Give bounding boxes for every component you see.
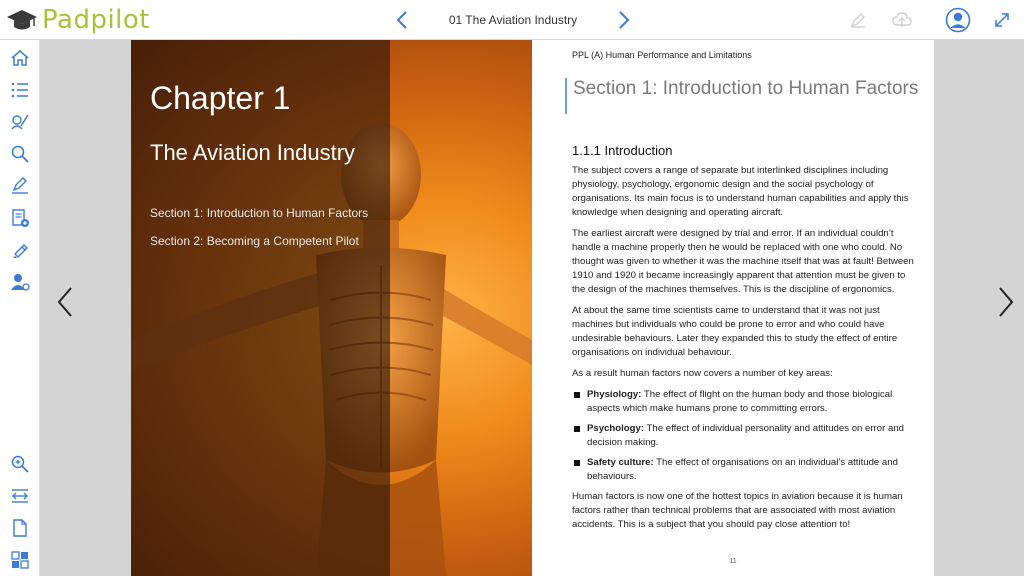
top-bar bbox=[0, 0, 1024, 40]
chevron-left-icon bbox=[396, 11, 408, 29]
running-head: PPL (A) Human Performance and Limitations bbox=[572, 50, 752, 60]
key-areas-list bbox=[572, 388, 918, 484]
zoom-in-icon[interactable] bbox=[8, 452, 32, 476]
chapter-title[interactable]: 01 The Aviation Industry bbox=[448, 13, 578, 27]
search-icon[interactable] bbox=[8, 142, 32, 166]
list-item-term: Psychology: bbox=[587, 423, 645, 434]
chapter-navigation bbox=[390, 6, 636, 34]
section-heading: Section 1: Introduction to Human Factors bbox=[565, 78, 918, 114]
list-item-text: The effect of organisations on an individual’s attitude and behaviours. bbox=[587, 457, 898, 482]
paragraph: At about the same time scientists came to understand that it was not just machines but individuals who could be prone to error and who could have undesirable behaviours. Later they expanded this to study the effect of entire organisations on individual behaviour. bbox=[572, 305, 898, 358]
highlighter-icon[interactable] bbox=[8, 238, 32, 262]
chevron-right-icon bbox=[618, 11, 630, 29]
list-item bbox=[572, 456, 918, 484]
previous-page-button[interactable] bbox=[50, 285, 80, 319]
cover-shade-overlay bbox=[131, 40, 390, 576]
list-item-text: The effect of flight on the human body and those biological aspects which make humans prone to committing errors. bbox=[587, 389, 893, 414]
contents-list-icon[interactable] bbox=[8, 78, 32, 102]
list-item-text: The effect of individual personality and attitudes on error and decision making. bbox=[587, 423, 904, 448]
paragraph: Human factors is now one of the hottest topics in aviation because it is human factors rather than technical problems that are associated with most aviation accidents. This is a subject that you should pay close attention to! bbox=[572, 491, 903, 530]
add-document-icon[interactable] bbox=[8, 206, 32, 230]
expand-icon[interactable] bbox=[986, 4, 1018, 36]
list-item-term: Safety culture: bbox=[587, 457, 654, 468]
sidebar bbox=[0, 40, 40, 576]
chapter-cover-page bbox=[131, 40, 532, 576]
next-chapter-button[interactable] bbox=[612, 6, 636, 34]
paragraph: As a result human factors now covers a number of key areas: bbox=[572, 368, 833, 379]
user-settings-icon[interactable] bbox=[8, 270, 32, 294]
logo-mortarboard-icon bbox=[6, 7, 38, 33]
list-item bbox=[572, 422, 918, 450]
book-viewer bbox=[41, 40, 1024, 576]
list-item bbox=[572, 388, 918, 416]
chevron-left-icon bbox=[57, 287, 73, 317]
list-item-term: Physiology: bbox=[587, 389, 642, 400]
upload-icon[interactable] bbox=[886, 4, 918, 36]
paragraph: The subject covers a range of separate but interlinked disciplines including physiology, psychology, ergonomic design and the social psychology of organisations. Its main focus is to understand human capabilities and apply this knowledge when designing and operating aircraft. bbox=[572, 165, 909, 218]
previous-chapter-button[interactable] bbox=[390, 6, 414, 34]
top-right-tools bbox=[830, 0, 1024, 40]
single-page-icon[interactable] bbox=[8, 516, 32, 540]
fit-width-icon[interactable] bbox=[8, 484, 32, 508]
app-logo[interactable] bbox=[6, 3, 150, 37]
chapter-title-cover: The Aviation Industry bbox=[150, 140, 356, 165]
annotate-icon[interactable] bbox=[8, 174, 32, 198]
chevron-right-icon bbox=[998, 287, 1014, 317]
pen-icon[interactable] bbox=[842, 4, 874, 36]
content-page bbox=[532, 40, 934, 576]
subsection-heading: 1.1.1 Introduction bbox=[572, 143, 673, 158]
notes-icon[interactable] bbox=[8, 110, 32, 134]
app-name: Padpilot bbox=[42, 5, 150, 35]
chapter-number: Chapter 1 bbox=[150, 80, 291, 116]
next-page-button[interactable] bbox=[991, 285, 1021, 319]
cover-section-link[interactable]: Section 1: Introduction to Human Factors bbox=[150, 206, 369, 220]
home-icon[interactable] bbox=[8, 46, 32, 70]
grid-view-icon[interactable] bbox=[8, 548, 32, 572]
paragraph: The earliest aircraft were designed by trial and error. If an individual couldn’t handle a machine properly then he would be replaced with one who could. No thought was given to whether it was the machine itself that was at fault! Between 1910 and 1920 it became increasingly apparent that attention must be given to the design of the machines themselves. This is the discipline of ergonomics. bbox=[572, 228, 914, 295]
page-number: 11 bbox=[729, 558, 737, 565]
user-icon[interactable] bbox=[942, 4, 974, 36]
cover-section-link[interactable]: Section 2: Becoming a Competent Pilot bbox=[150, 234, 359, 248]
body-text bbox=[572, 164, 918, 539]
